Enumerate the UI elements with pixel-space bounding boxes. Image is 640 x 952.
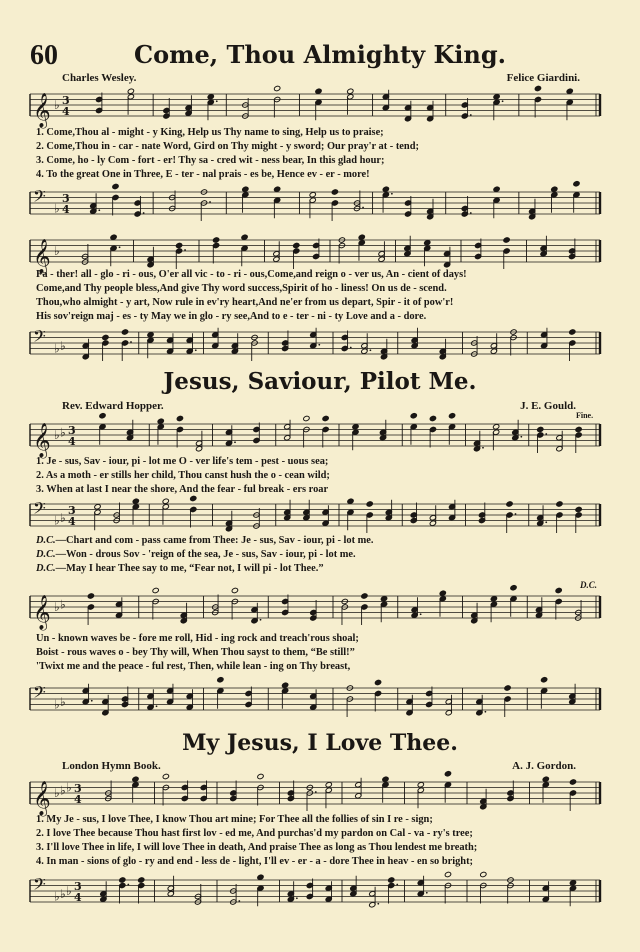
svg-text:♭: ♭: [54, 341, 60, 356]
svg-text:𝄢: 𝄢: [33, 498, 46, 522]
svg-text:♭: ♭: [54, 889, 60, 904]
staff-group: [30, 585, 600, 631]
hymn1-bass-staff-1: [30, 186, 600, 222]
hymn1-author: Charles Wesley.: [62, 72, 137, 84]
svg-text:♭: ♭: [60, 338, 66, 353]
staff-group: [30, 85, 600, 129]
staff-group: [30, 771, 600, 817]
verse-line: 4. To the great One in Three, E - ter - nal prais - es be, Hence ev - er - more!: [36, 169, 370, 180]
hymn2-dc-lines: [36, 534, 606, 576]
svg-text:♭: ♭: [54, 428, 60, 442]
staff-group: [30, 495, 600, 533]
hymn2-verses-2: [36, 632, 606, 674]
hymn2-verses-1: [36, 455, 606, 497]
dc-label: D.C.: [36, 563, 56, 574]
verse-line: Fa - ther! all - glo - ri - ous, O'er all vic - to - ri - ous,Come,and reign o - ver us, An - cient of days!: [36, 269, 467, 280]
svg-text:♭: ♭: [54, 244, 60, 258]
dc-text: —Chart and com - pass came from Thee: Je - sus, Sav - iour, pi - lot me.: [55, 535, 374, 546]
verse-line: 1. My Je - sus, I love Thee, I know Thou art mine; For Thee all the follies of sin I re - sign;: [36, 814, 433, 825]
verse-line: 1. Je - sus, Sav - iour, pi - lot me O - ver life's tem - pest - uous sea;: [36, 456, 329, 467]
hymn3-treble-staff-1: [30, 776, 600, 816]
verse-line: 1. Come,Thou al - might - y King, Help us Thy name to sing, Help us to praise;: [36, 127, 384, 138]
svg-text:♭: ♭: [54, 201, 60, 216]
fine-mark: Fine.: [576, 411, 594, 420]
svg-text:3: 3: [68, 424, 76, 437]
dc-line: [36, 548, 606, 562]
dc-mark: D.C.: [580, 580, 598, 590]
verse-line: 3. When at last I near the shore, And the fear - ful break - ers roar: [36, 484, 329, 495]
dc-label: D.C.: [36, 549, 56, 560]
svg-text:♭: ♭: [54, 513, 60, 528]
dc-line: [36, 562, 606, 576]
hymn2-author: Rev. Edward Hopper.: [62, 400, 164, 412]
svg-text:3: 3: [62, 94, 70, 107]
svg-text:𝄢: 𝄢: [33, 682, 46, 706]
hymn3-bass-staff-1: [30, 874, 600, 904]
svg-text:♭: ♭: [54, 697, 60, 712]
hymn2-treble-staff-1: [30, 418, 600, 458]
svg-text:♭: ♭: [60, 510, 66, 525]
hymn1-bass-staff-2: [30, 326, 600, 362]
verse-line: Thou,who almight - y art, Now rule in ev'ry heart,And ne'er from us depart, Spir - it of pow'r!: [36, 297, 454, 308]
verse-line: 3. Come, ho - ly Com - fort - er! Thy sa - cred wit - ness bear, In this glad hour;: [36, 155, 385, 166]
hymn3-composer: A. J. Gordon.: [512, 760, 576, 772]
hymn-title-jesus-saviour-pilot-me: Jesus, Saviour, Pilot Me.: [163, 368, 477, 395]
svg-text:𝄞: 𝄞: [33, 93, 51, 128]
verse-line: Un - known waves be - fore me roll, Hid - ing rock and treach'rous shoal;: [36, 633, 359, 644]
svg-text:3: 3: [62, 192, 70, 205]
svg-text:4: 4: [74, 793, 82, 806]
dc-text: —May I hear Thee say to me, “Fear not, I will pi - lot Thee.”: [55, 563, 324, 574]
svg-text:4: 4: [68, 515, 76, 528]
svg-text:4: 4: [68, 435, 76, 448]
svg-text:♭: ♭: [60, 425, 66, 440]
hymn-title-my-jesus-i-love-thee: My Jesus, I Love Thee.: [182, 730, 458, 756]
hymn3-verses: [36, 813, 606, 869]
svg-text:♭: ♭: [54, 600, 60, 614]
hymn1-composer: Felice Giardini.: [506, 72, 580, 84]
dc-line: [36, 534, 606, 548]
svg-text:𝄢: 𝄢: [33, 874, 46, 898]
verse-line: Boist - rous waves o - bey Thy will, When Thou sayst to them, “Be still!”: [36, 647, 355, 658]
verse-line: 2. Come,Thou in - car - nate Word, Gird on Thy might - y sword; Our pray'r at - tend;: [36, 141, 419, 152]
svg-text:𝄞: 𝄞: [33, 239, 51, 274]
hymn1-verses-2: [36, 268, 606, 324]
svg-text:♭: ♭: [60, 886, 66, 901]
page-number: 60: [30, 40, 58, 71]
svg-text:𝄢: 𝄢: [33, 186, 46, 210]
verse-line: 2. I love Thee because Thou hast first lov - ed me, And purchas'd my pardon on Cal - va - ry's tree;: [36, 828, 473, 839]
svg-text:♭: ♭: [60, 597, 66, 612]
staff-group: [30, 677, 600, 717]
svg-text:♭: ♭: [60, 694, 66, 709]
svg-text:3: 3: [68, 504, 76, 517]
svg-text:♭: ♭: [66, 780, 72, 795]
svg-text:𝄞: 𝄞: [33, 781, 51, 816]
hymn2-bass-staff-1: [30, 498, 600, 530]
staff-group: [30, 181, 600, 221]
verse-line: 2. As a moth - er stills her child, Thou canst hush the o - cean wild;: [36, 470, 330, 481]
hymn2-bass-staff-2: [30, 682, 600, 718]
verse-line: 'Twixt me and the peace - ful rest, Then, while lean - ing on Thy breast,: [36, 661, 351, 672]
dc-label: D.C.: [36, 535, 56, 546]
hymn2-treble-staff-2: [30, 590, 600, 630]
svg-text:4: 4: [74, 891, 82, 904]
svg-text:𝄞: 𝄞: [33, 595, 51, 630]
svg-text:𝄢: 𝄢: [33, 326, 46, 350]
svg-text:3: 3: [74, 782, 82, 795]
hymn1-verses-1: [36, 126, 606, 182]
svg-text:4: 4: [62, 203, 70, 216]
svg-text:♭: ♭: [54, 786, 60, 800]
hymn3-author: London Hymn Book.: [62, 760, 161, 772]
staff-group: [30, 871, 600, 907]
hymn-title-come-thou-almighty-king: Come, Thou Almighty King.: [133, 40, 507, 69]
hymn1-treble-staff-2: [30, 234, 600, 274]
verse-line: 4. In man - sions of glo - ry and end - less de - light, I'll ev - er - a - dore Thee in heav - en so bright;: [36, 856, 473, 867]
verse-line: His sov'reign maj - es - ty May we in glo - ry see,And to e - ter - ni - ty Love and a - dore.: [36, 311, 427, 322]
hymn1-treble-staff-1: [30, 88, 600, 128]
svg-text:𝄞: 𝄞: [33, 423, 51, 458]
staff-group: [30, 413, 600, 459]
verse-line: Come,and Thy people bless,And give Thy word success,Spirit of ho - liness! On us de - scend.: [36, 283, 447, 294]
staff-group: [30, 326, 600, 361]
hymn2-composer: J. E. Gould.: [520, 400, 576, 412]
dc-text: —Won - drous Sov - 'reign of the sea, Je - sus, Sav - iour, pi - lot me.: [55, 549, 356, 560]
svg-text:3: 3: [74, 880, 82, 893]
verse-line: 3. I'll love Thee in life, I will love Thee in death, And praise Thee as long as Thou lendest me breath;: [36, 842, 478, 853]
svg-text:♭: ♭: [54, 98, 60, 112]
svg-text:4: 4: [62, 105, 70, 118]
svg-text:♭: ♭: [60, 783, 66, 798]
svg-text:♭: ♭: [66, 884, 72, 898]
